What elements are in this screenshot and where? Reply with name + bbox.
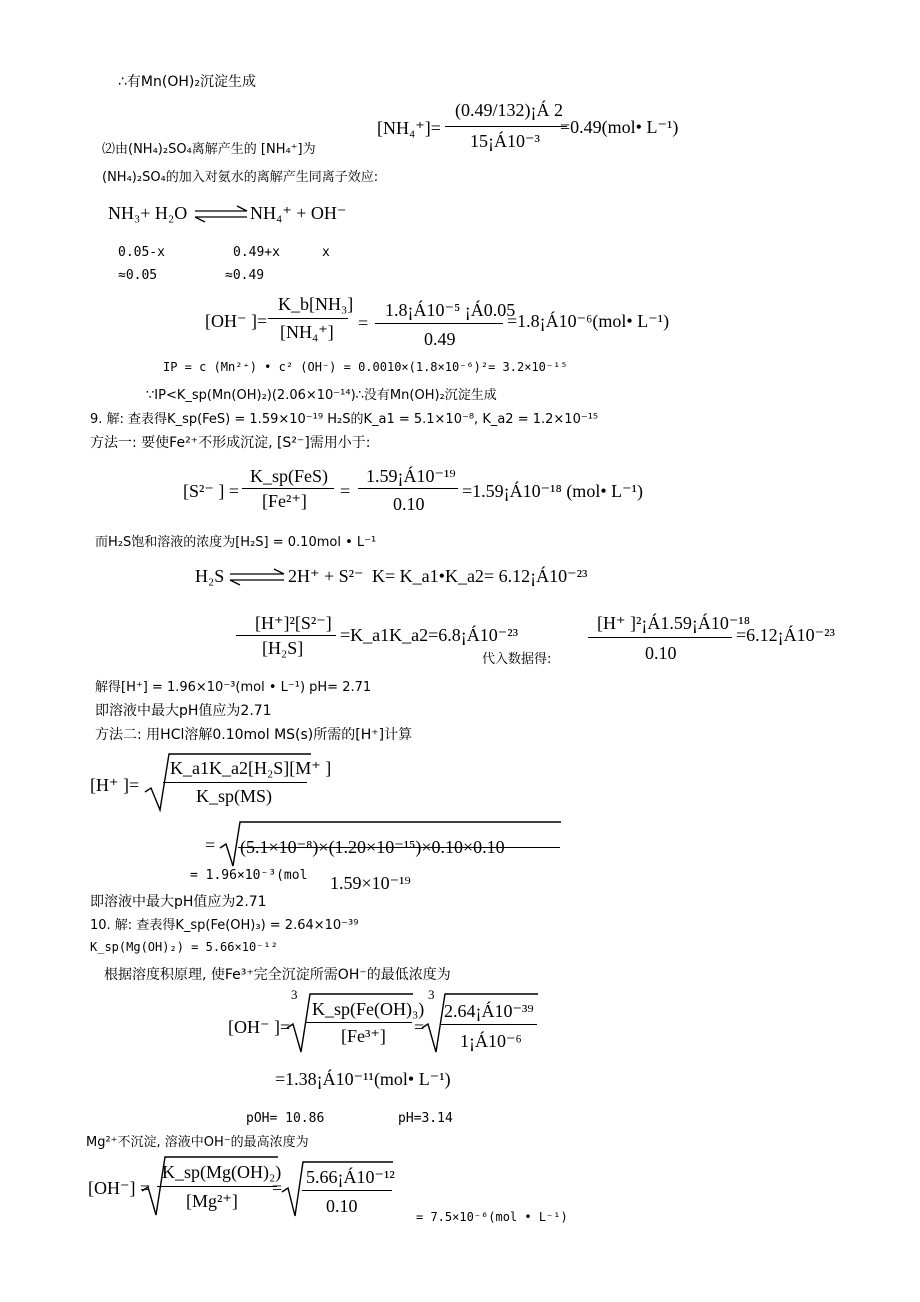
fraction-denominator: [NH₄⁺] (280, 322, 334, 342)
formula-lhs: [NH₄⁺]= (377, 118, 441, 138)
fraction-denominator: [Fe²⁺] (262, 491, 307, 511)
formula-result: =0.49(mol• L⁻¹) (560, 117, 679, 137)
fraction-numerator: (5.1×10⁻⁸)×(1.20×10⁻¹⁵)×0.10×0.10 (240, 837, 505, 857)
concentration-value: x (322, 245, 330, 260)
method-two-title: 方法二: 用HCl溶解0.10mol MS(s)所需的[H⁺]计算 (95, 727, 413, 743)
fraction-denominator: 0.10 (393, 494, 425, 514)
text-line: 根据溶度积原理, 使Fe³⁺完全沉淀所需OH⁻的最低浓度为 (104, 967, 451, 983)
approx-value: ≈0.49 (225, 268, 265, 283)
text-line: 代入数据得: (482, 652, 552, 667)
fraction-numerator: K_a1K_a2[H₂S][M⁺ ] (170, 758, 332, 778)
fraction-denominator: 1¡Á10⁻⁶ (460, 1031, 522, 1051)
concentration-value: 0.05-x (118, 245, 165, 260)
fraction-bar (236, 635, 336, 636)
fraction-numerator: K_sp(Mg(OH)₂) (162, 1162, 282, 1182)
fraction-denominator: 0.10 (645, 643, 677, 663)
fraction-bar (441, 1024, 537, 1025)
formula-lhs: [S²⁻ ] = (183, 481, 240, 501)
fraction-denominator: [H₂S] (262, 638, 304, 658)
fraction-bar (242, 488, 334, 489)
formula-lhs: [OH⁻] = (88, 1178, 151, 1198)
fraction-numerator: 1.8¡Á10⁻⁵ ¡Á0.05 (385, 300, 516, 320)
root-index: 3 (291, 987, 298, 1002)
root-index: 3 (428, 987, 435, 1002)
text-line: 而H₂S饱和溶液的浓度为[H₂S] = 0.10mol • L⁻¹ (95, 535, 377, 550)
equilibrium-constant: K= K_a1•K_a2= 6.12¡Á10⁻²³ (372, 566, 588, 586)
text-line: = 1.96×10⁻³(mol (190, 868, 308, 883)
fraction-denominator: 0.49 (424, 329, 456, 349)
equation-right: 2H⁺ + S²⁻ (288, 566, 364, 586)
equation-left: NH₃+ H₂O (108, 203, 188, 223)
text-line: (NH₄)₂SO₄的加入对氨水的离解产生同离子效应: (102, 170, 379, 185)
fraction-numerator: (0.49/132)¡Á 2 (455, 100, 563, 120)
fraction-numerator: 1.59¡Á10⁻¹⁹ (366, 466, 456, 486)
formula-result: =1.8¡Á10⁻⁶(mol• L⁻¹) (507, 311, 670, 331)
formula-result: =1.38¡Á10⁻¹¹(mol• L⁻¹) (275, 1069, 451, 1089)
equals-sign: = (414, 1017, 425, 1037)
fraction-denominator: [Mg²⁺] (186, 1191, 238, 1211)
fraction-numerator: K_b[NH₃] (278, 294, 354, 314)
text-line: ⑵由(NH₄)₂SO₄离解产生的 [NH₄⁺]为 (102, 142, 316, 157)
equals-sign: = (340, 481, 351, 501)
fraction-bar (302, 1190, 392, 1191)
fraction-numerator: K_sp(FeS) (250, 466, 329, 486)
fraction-denominator: [Fe³⁺] (341, 1026, 386, 1046)
text-line: ∴有Mn(OH)₂沉淀生成 (118, 74, 256, 90)
fraction-numerator: K_sp(Fe(OH)₃) (312, 999, 425, 1019)
fraction-bar (238, 847, 560, 848)
formula-result: =1.59¡Á10⁻¹⁸ (mol• L⁻¹) (462, 481, 644, 501)
ph-value: pH=3.14 (398, 1111, 453, 1126)
formula-result: =6.12¡Á10⁻²³ (736, 625, 835, 645)
equation-right: NH₄⁺ + OH⁻ (250, 203, 347, 223)
formula-result: = 7.5×10⁻⁶(mol • L⁻¹) (416, 1210, 568, 1224)
formula-lhs: [H⁺ ]= (90, 775, 140, 795)
fraction-bar (268, 318, 348, 319)
equilibrium-arrow-icon (193, 205, 249, 223)
fraction-bar (163, 782, 307, 783)
equation-left: H₂S (195, 566, 225, 586)
fraction-numerator: [H⁺]²[S²⁻] (255, 613, 332, 633)
fraction-bar (588, 637, 732, 638)
text-line: 即溶液中最大pH值应为2.71 (95, 703, 272, 719)
text-line: K_sp(Mg(OH)₂) = 5.66×10⁻¹² (90, 940, 278, 954)
fraction-bar (445, 126, 567, 127)
fraction-numerator: 5.66¡Á10⁻¹² (306, 1167, 395, 1187)
formula-result: =K_a1K_a2=6.8¡Á10⁻²³ (340, 625, 519, 645)
ion-product-line: IP = c (Mn²⁺) • c² (OH⁻) = 0.0010×(1.8×10⁻⁶)²= 3.2×10⁻¹⁵ (163, 360, 568, 374)
equals-sign: = (205, 835, 216, 855)
equals-sign: = (358, 313, 369, 333)
fraction-bar (306, 1022, 412, 1023)
problem-9-header: 9. 解: 查表得K_sp(FeS) = 1.59×10⁻¹⁹ H₂S的K_a1 = 5.1×10⁻⁸, K_a2 = 1.2×10⁻¹⁵ (90, 412, 599, 427)
fraction-denominator: K_sp(MS) (196, 786, 273, 806)
fraction-bar (358, 488, 458, 489)
conclusion-line: ∵IP<K_sp(Mn(OH)₂)(2.06×10⁻¹⁴)∴没有Mn(OH)₂沉淀生成 (146, 388, 497, 403)
equals-sign: = (272, 1178, 283, 1198)
text-line: 即溶液中最大pH值应为2.71 (90, 894, 267, 910)
approx-value: ≈0.05 (118, 268, 158, 283)
poh-value: pOH= 10.86 (246, 1111, 325, 1126)
fraction-bar (157, 1186, 277, 1187)
concentration-value: 0.49+x (233, 245, 280, 260)
fraction-numerator: [H⁺ ]²¡Á1.59¡Á10⁻¹⁸ (597, 613, 751, 633)
equilibrium-arrow-icon (228, 568, 286, 586)
text-line: 解得[H⁺] = 1.96×10⁻³(mol • L⁻¹) pH= 2.71 (95, 680, 372, 695)
problem-10-header: 10. 解: 查表得K_sp(Fe(OH)₃) = 2.64×10⁻³⁹ (90, 918, 359, 933)
fraction-bar (375, 323, 503, 324)
method-one-title: 方法一: 要使Fe²⁺不形成沉淀, [S²⁻]需用小于: (90, 435, 371, 451)
formula-lhs: [OH⁻ ]= (205, 311, 268, 331)
fraction-numerator: 2.64¡Á10⁻³⁹ (444, 1001, 534, 1021)
text-line: Mg²⁺不沉淀, 溶液中OH⁻的最高浓度为 (86, 1135, 309, 1150)
fraction-denominator: 1.59×10⁻¹⁹ (330, 873, 411, 893)
fraction-denominator: 0.10 (326, 1196, 358, 1216)
formula-lhs: [OH⁻ ]= (228, 1017, 291, 1037)
fraction-denominator: 15¡Á10⁻³ (470, 131, 540, 151)
